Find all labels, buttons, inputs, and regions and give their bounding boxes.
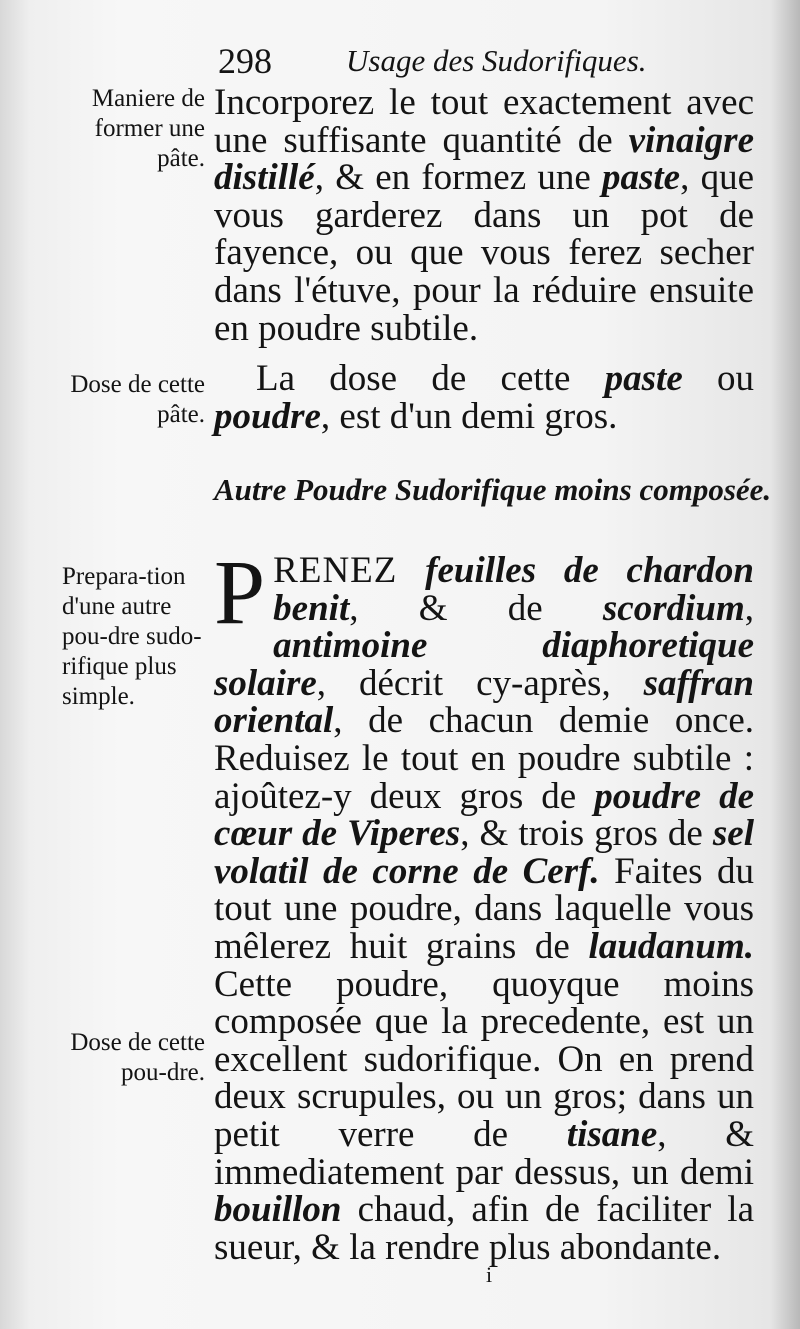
paragraph-forming-paste: Incorporez le tout exactement avec une suffisante quantité de vinaigre distillé, & en formez une paste, que vous garderez dans un pot de fayence, ou que vous ferez secher dans l'étuve, pour la réduire ensuite en poudre subtile. [214, 82, 754, 349]
section-heading: Autre Poudre Sudorifique moins composée. [214, 472, 772, 507]
paragraph-paste-dose: La dose de cette paste ou poudre, est d'un demi gros. [214, 358, 755, 437]
page-header [218, 40, 738, 82]
italic-term: paste [604, 358, 683, 399]
drop-cap: P [214, 541, 266, 643]
signature-mark: i [486, 1262, 493, 1287]
margin-note-powder-dose: Dose de cette pou-dre. [70, 1029, 205, 1086]
margin-note-forming-paste: Maniere de former une pâte. [91, 85, 205, 172]
page-number: 298 [218, 41, 272, 81]
running-title: Usage des Sudorifiques. [346, 43, 647, 78]
margin-note-paste-dose: Dose de cette pâte. [70, 371, 205, 428]
paragraph-recipe: PRENEZ feuilles de chardon benit, & de scordium, antimoine diaphoretique solaire, décrit cy-après, saffran oriental, de chacun demie once. Reduisez le tout en poudre subtile : ajoûtez-y deux gros de poudre de cœur de Viperes, & trois gros de sel volatil de corne de Cerf. Faites du tout une poudre, dans laquelle vous mêlerez huit grains de laudanum. Cette poudre, quoyque moins composée que la precedente, est un excellent sudorifique. On en prend deux scrupules, ou un gros; dans un petit verre de tisane, & immediatement par dessus, un demi bouillon chaud, afin de faciliter la sueur, & la rendre plus abondante. [214, 541, 755, 1268]
italic-term: poudre [214, 395, 321, 437]
italic-term: vinaigre distillé [214, 119, 754, 199]
italic-term: paste [601, 157, 681, 199]
margin-note-preparation: Prepara-tion d'une autre pou-dre sudo-rifique plus simple. [62, 563, 202, 710]
